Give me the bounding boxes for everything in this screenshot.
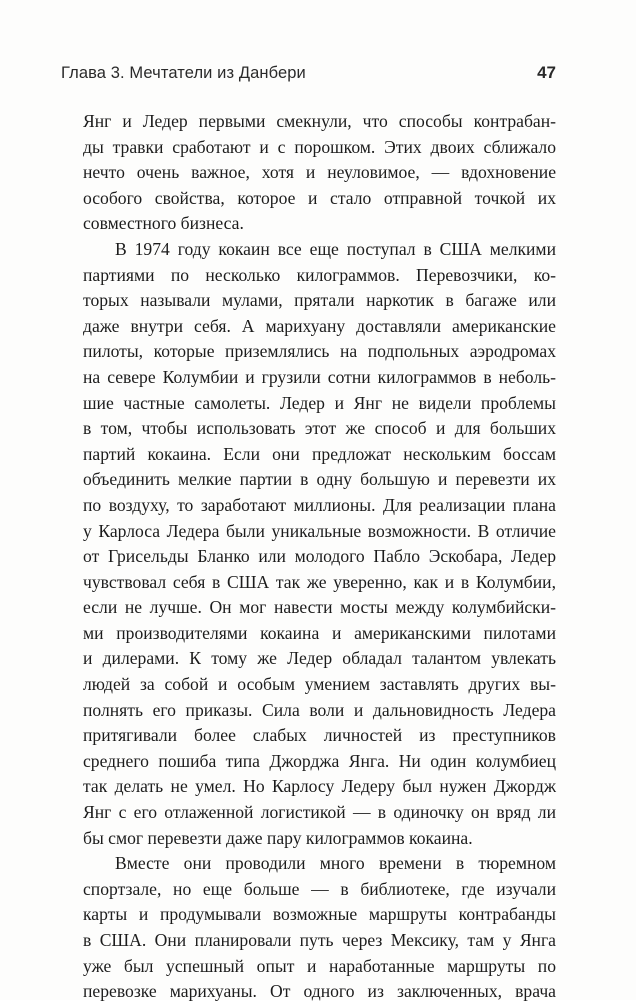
text-line: чувствовал себя в США так же уверенно, как и в Колумбии,: [83, 571, 556, 592]
text-line: пилоты, которые приземлялись на подпольных аэродромах: [83, 341, 556, 362]
text-line: у Карлоса Ледера были уникальные возможности. В отличие: [83, 520, 556, 541]
body-text: [83, 109, 556, 1005]
text-line: даже внутри себя. А марихуану доставляли американские: [83, 315, 556, 336]
text-line: торых называли мулами, прятали наркотик в багаже или: [83, 290, 556, 311]
text-line: В 1974 году кокаин все еще поступал в США мелкими: [115, 238, 556, 259]
text-line: людей за собой и особым умением заставлять других вы-: [83, 674, 556, 695]
text-line: ды травки сработают и с порошком. Этих двоих сближало: [83, 136, 556, 157]
text-line: в том, чтобы использовать этот же способ и для больших: [83, 418, 556, 439]
text-line: по воздуху, то заработают миллионы. Для реализации плана: [83, 494, 556, 515]
paragraph: [83, 109, 556, 237]
text-line: в США. Они планировали путь через Мексику, там у Янга: [83, 930, 556, 950]
running-header: [61, 60, 556, 86]
text-line: партий кокаина. Если они предложат нескольким боссам: [83, 443, 556, 464]
text-line: притягивали более слабых личностей из преступников: [83, 725, 556, 746]
paragraph: [83, 851, 556, 1005]
text-line: нечто очень важное, хотя и неуловимое, — вдохновение: [83, 162, 556, 183]
text-line: карты и продумывали возможные маршруты контрабанды: [83, 904, 556, 925]
text-line: спортзале, но еще больше — в библиотеке, где изучали: [83, 878, 556, 899]
paragraph: [83, 237, 556, 851]
text-line: шие частные самолеты. Ледер и Янг не видели проблемы: [83, 392, 556, 413]
text-line: и дилерами. К тому же Ледер обладал талантом увлекать: [83, 648, 556, 669]
text-line: объединить мелкие партии в одну большую и перевезти их: [83, 469, 556, 490]
text-line: так делать не умел. Но Карлосу Ледеру был нужен Джордж: [83, 776, 556, 797]
text-line: от Грисельды Бланко или молодого Пабло Эскобара, Ледер: [83, 546, 556, 567]
page-number: 47: [537, 63, 556, 82]
text-line: ми производителями кокаина и американскими пилотами: [83, 622, 556, 643]
text-line: совместного бизнеса.: [83, 213, 244, 234]
text-line: Янг и Ледер первыми смекнули, что способы контрабан-: [83, 111, 556, 131]
text-line: если не лучше. Он мог навести мосты между колумбийски-: [83, 597, 556, 618]
chapter-title: Глава 3. Мечтатели из Данбери: [61, 64, 306, 82]
text-line: на севере Колумбии и грузили сотни килограммов в неболь-: [83, 366, 556, 387]
text-line: партиями по несколько килограммов. Перевозчики, ко-: [83, 264, 556, 285]
text-line: бы смог перевезти даже пару килограммов кокаина.: [83, 827, 473, 848]
text-line: среднего пошиба типа Джорджа Янга. Ни один колумбиец: [83, 750, 556, 771]
text-line: уже был успешный опыт и наработанные маршруты по: [83, 955, 556, 976]
text-line: перевозке марихуаны. От одного из заключенных, врача: [83, 981, 556, 1002]
text-line: Янг с его отлаженной логистикой — в одиночку он вряд ли: [83, 802, 556, 823]
text-line: полнять его приказы. Сила воли и дальновидность Ледера: [83, 699, 556, 720]
text-line: Вместе они проводили много времени в тюремном: [115, 853, 556, 874]
text-line: особого свойства, которое и стало отправной точкой их: [83, 187, 556, 208]
